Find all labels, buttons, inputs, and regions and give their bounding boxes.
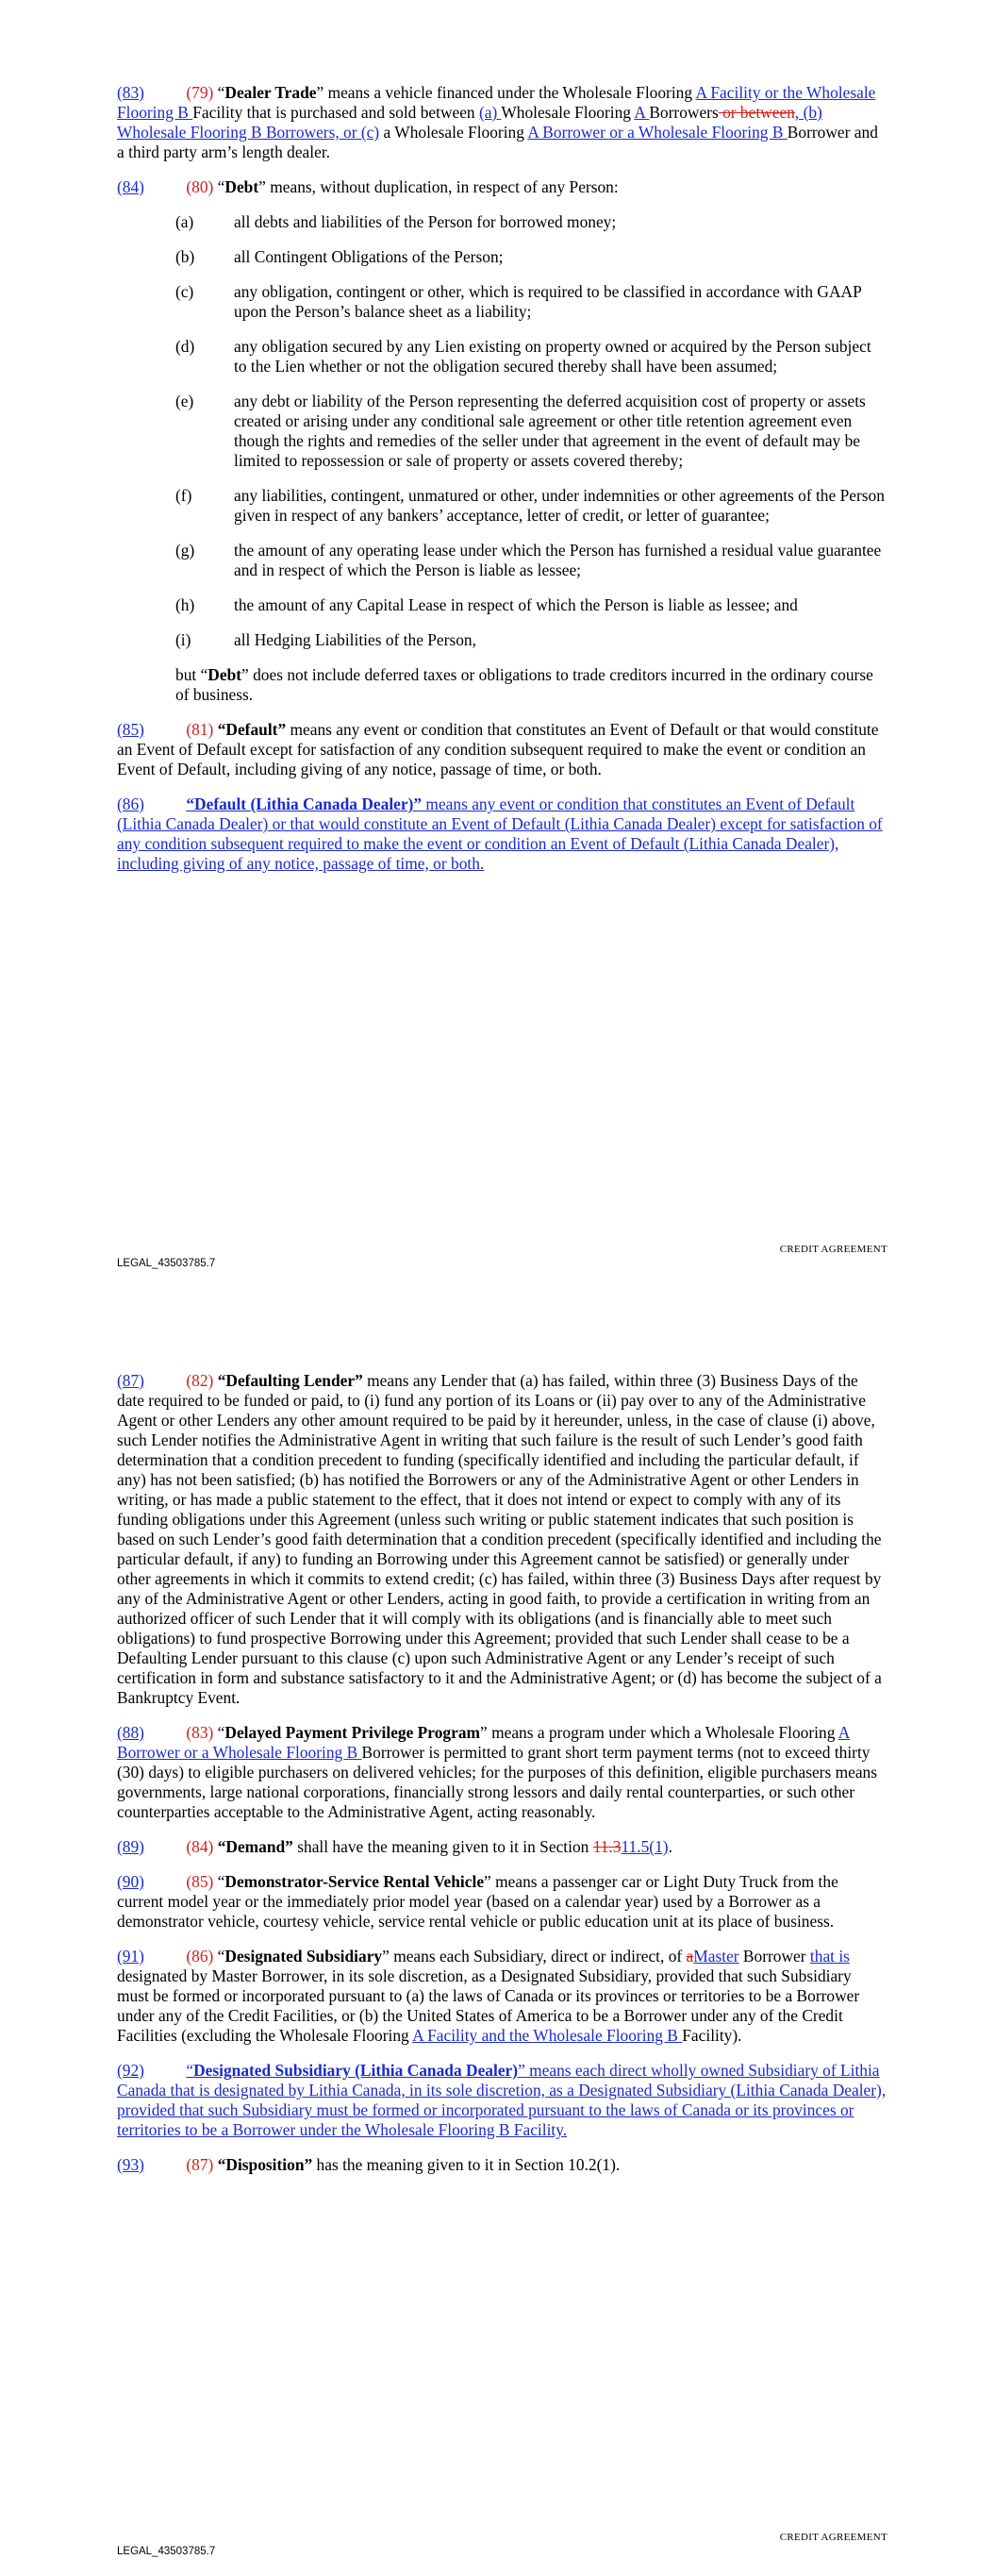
inserted-text: A bbox=[634, 103, 650, 122]
defined-term: “Demand” bbox=[217, 1837, 293, 1856]
inserted-text: means any event or condition that constitutes an Event of Default (Lithia Canada Dealer) or that would constitute an Event of Default (Lithia Canada Dealer) except for satisfaction of any condition subsequent required to make the event or condition an Event of Default (Lithia Canada Dealer), including giving of any notice, passage of time, or both. bbox=[117, 795, 883, 873]
inserted-text: A Facility and the Wholesale Flooring B bbox=[412, 2026, 683, 2045]
footer-title: CREDIT AGREEMENT bbox=[779, 2532, 887, 2543]
para-number[interactable]: (91) bbox=[117, 1947, 144, 1965]
list-item: (d) any obligation secured by any Lien existing on property owned or acquired by the Person subject to the Lien whether or not the obligation secured thereby shall have been assumed; bbox=[175, 337, 871, 376]
page-2-body bbox=[117, 1371, 887, 2190]
document-page-2 bbox=[0, 1288, 995, 2576]
deleted-text: or between bbox=[718, 103, 795, 122]
footer-title: CREDIT AGREEMENT bbox=[779, 1244, 887, 1255]
para-number[interactable]: (90) bbox=[117, 1872, 144, 1891]
definition-90: (90) (85) “Demonstrator-Service Rental Vehicle” means a passenger car or Light Duty Truck from the current model year or the immediately prior model year (based on a calendar year) used by a Borrower as a demonstrator vehicle, courtesy vehicle, service rental vehicle or public education unit at its place of business. bbox=[117, 1872, 838, 1931]
definition-83: (83) (79) “Dealer Trade” means a vehicle financed under the Wholesale Flooring A Facility or the Wholesale Flooring B Facility that is purchased and sold between (a) Wholesale Flooring A Borrowers or between, (b) Wholesale Flooring B Borrowers, or (c) a Wholesale Flooring A Borrower or a Wholesale Flooring B Borrower and a third party arm’s length dealer. bbox=[117, 83, 878, 161]
defined-term: Delayed Payment Privilege Program bbox=[224, 1723, 481, 1742]
defined-term: “Default (Lithia Canada Dealer)” bbox=[186, 795, 423, 813]
footer-doc-id: LEGAL_43503785.7 bbox=[117, 1258, 216, 1269]
old-para-number: (83) bbox=[186, 1723, 214, 1742]
definition-91: (91) (86) “Designated Subsidiary” means each Subsidiary, direct or indirect, of aMaster Borrower that is designated by Master Borrower, in its sole discretion, as a Designated Subsidiary, provided that such Subsidiary must be formed or incorporated pursuant to (a) the laws of Canada or its provinces or territories to be a Borrower under any of the Credit Facilities, or (b) the United States of America to be a Borrower under any of the Credit Facilities (excluding the Wholesale Flooring A Facility and the Wholesale Flooring B Facility). bbox=[117, 1947, 860, 2045]
definition-85: (85) (81) “Default” means any event or condition that constitutes an Event of Default or that would constitute an Event of Default except for satisfaction of any condition subsequent required to make the event or condition an Event of Default, including giving of any notice, passage of time, or both. bbox=[117, 720, 879, 778]
defined-term: Designated Subsidiary bbox=[224, 1947, 383, 1965]
old-para-number: (79) bbox=[186, 83, 214, 102]
definition-87: (87) (82) “Defaulting Lender” means any Lender that (a) has failed, within three (3) Business Days of the date required to be funded or paid, to (i) fund any portion of its Loans or (ii) pay over to any of the Administrative Agent or other Lenders any other amount required to be paid by it hereunder, unless, in the case of clause (i) above, such Lender notifies the Administrative Agent in writing that such failure is the result of such Lender’s good faith determination that a condition precedent to funding (specifically identified and including the particular default, if any) has not been satisfied; (b) has notified the Borrowers or any of the Administrative Agent or other Lenders in writing, or has made a public statement to the effect, that it does not intend or expect to comply with any of its funding obligations under this Agreement (unless such writing or public statement indicates that such position is based on such Lender’s good faith determination that a condition precedent (specifically identified and including the particular default, if any) to funding an Borrowing under this Agreement cannot be satisfied) or generally under other agreements in which it commits to extend credit; (c) has failed, within three (3) Business Days after request by any of the Administrative Agent or other Lenders, acting in good faith, to provide a certification in writing from an authorized officer of such Lender that it will comply with its obligations (and is financially able to meet such obligations) to fund prospective Borrowing under this Agreement; provided that such Lender shall cease to be a Defaulting Lender pursuant to this clause (c) upon such Administrative Agent or any Lender’s receipt of such certification in form and substance satisfactory to it and the Administrative Agent; or (d) has become the subject of a Bankruptcy Event. bbox=[117, 1371, 882, 1707]
definition-84: (84) (80) “Debt” means, without duplication, in respect of any Person: bbox=[117, 177, 619, 196]
inserted-text: A Borrower or a Wholesale Flooring B bbox=[527, 123, 788, 142]
definition-84-trailer: but “Debt” does not include deferred taxes or obligations to trade creditors incurred in the ordinary course of business. bbox=[175, 665, 873, 704]
definition-86 bbox=[117, 795, 887, 874]
para-number[interactable]: (84) bbox=[117, 177, 144, 196]
definition-89: (89) (84) “Demand” shall have the meaning given to it in Section 11.311.5(1). bbox=[117, 1837, 672, 1856]
list-item: (h) the amount of any Capital Lease in respect of which the Person is liable as lessee; and bbox=[175, 595, 798, 614]
defined-term: Designated Subsidiary (Lithia Canada Dealer) bbox=[193, 2061, 519, 2080]
inserted-text: 11.5(1) bbox=[621, 1837, 669, 1856]
para-number[interactable]: (89) bbox=[117, 1837, 144, 1856]
old-para-number: (81) bbox=[186, 720, 214, 739]
inserted-text: , (b) Wholesale Flooring B Borrowers, or (c) bbox=[117, 103, 822, 142]
para-number[interactable]: (93) bbox=[117, 2155, 144, 2174]
list-item: (a) all debts and liabilities of the Person for borrowed money; bbox=[175, 212, 617, 231]
defined-term: Demonstrator-Service Rental Vehicle bbox=[224, 1872, 485, 1891]
deleted-text: 11.3 bbox=[592, 1837, 622, 1856]
defined-term: “Defaulting Lender” bbox=[217, 1371, 363, 1390]
defined-term: “Disposition” bbox=[217, 2155, 313, 2174]
old-para-number: (87) bbox=[186, 2155, 214, 2174]
para-number[interactable]: (92) bbox=[117, 2061, 144, 2080]
para-number[interactable]: (83) bbox=[117, 83, 144, 102]
inserted-text: Master bbox=[693, 1947, 739, 1965]
old-para-number: (84) bbox=[186, 1837, 214, 1856]
inserted-text: means each direct wholly owned Subsidiary of Lithia Canada that is designated by Lithia Canada, in its sole discretion, as a Designated Subsidiary (Lithia Canada Dealer), provided that such Subsidiary must be formed or incorporated pursuant to the laws of Canada or its provinces or territories to be a Borrower under the Wholesale Flooring B Facility. bbox=[117, 2061, 887, 2139]
defined-term: “Default” bbox=[217, 720, 287, 739]
list-item: (f) any liabilities, contingent, unmatured or other, under indemnities or other agreements of the Person given in respect of any bankers’ acceptance, letter of credit, or letter of guarantee; bbox=[175, 486, 885, 525]
list-item: (e) any debt or liability of the Person representing the deferred acquisition cost of property or assets created or arising under any conditional sale agreement or other title retention agreement even though the rights and remedies of the seller under that agreement in the event of default may be limited to repossession or sale of property or assets covered thereby; bbox=[175, 392, 866, 470]
footer-doc-id: LEGAL_43503785.7 bbox=[117, 2546, 216, 2557]
old-para-number: (85) bbox=[186, 1872, 214, 1891]
para-number[interactable]: (88) bbox=[117, 1723, 144, 1742]
old-para-number: (86) bbox=[186, 1947, 214, 1965]
definition-88: (88) (83) “Delayed Payment Privilege Program” means a program under which a Wholesale Flooring A Borrower or a Wholesale Flooring B Borrower is permitted to grant short term payment terms (not to exceed thirty (30) days) to eligible purchasers on delivered vehicles; for the purposes of this definition, eligible purchasers means governments, large national corporations, financially strong lessors and daily rental counterparties, or such other counterparties acceptable to the Administrative Agent, acting reasonably. bbox=[117, 1723, 878, 1821]
para-number[interactable]: (85) bbox=[117, 720, 144, 739]
inserted-text: A Borrower or a Wholesale Flooring B bbox=[117, 1723, 851, 1762]
deleted-text: a bbox=[686, 1947, 694, 1965]
defined-term: Dealer Trade bbox=[224, 83, 317, 102]
list-item: (c) any obligation, contingent or other, which is required to be classified in accordance with GAAP upon the Person’s balance sheet as a liability; bbox=[175, 282, 862, 321]
list-item: (b) all Contingent Obligations of the Person; bbox=[175, 247, 504, 266]
old-para-number: (82) bbox=[186, 1371, 214, 1390]
inserted-text: A Facility or the Wholesale Flooring B bbox=[117, 83, 876, 122]
list-item: (i) all Hedging Liabilities of the Person, bbox=[175, 630, 476, 649]
list-item: (g) the amount of any operating lease under which the Person has furnished a residual value guarantee and in respect of which the Person is liable as lessee; bbox=[175, 541, 882, 579]
definition-92: (92) “Designated Subsidiary (Lithia Canada Dealer)” means each direct wholly owned Subsidiary of Lithia Canada that is designated by Lithia Canada, in its sole discretion, as a Designated Subsidiary (Lithia Canada Dealer), provided that such Subsidiary must be formed or incorporated pursuant to the laws of Canada or its provinces or territories to be a Borrower under the Wholesale Flooring B Facility. bbox=[117, 2061, 887, 2139]
para-number[interactable]: (86) bbox=[117, 795, 144, 813]
para-number[interactable]: (87) bbox=[117, 1371, 144, 1390]
old-para-number: (80) bbox=[186, 177, 214, 196]
inserted-text: that is bbox=[809, 1947, 850, 1965]
definition-93: (93) (87) “Disposition” has the meaning given to it in Section 10.2(1). bbox=[117, 2155, 621, 2174]
defined-term: Debt bbox=[224, 177, 259, 196]
inserted-text: (a) bbox=[478, 103, 502, 122]
page-1-body bbox=[117, 83, 887, 889]
